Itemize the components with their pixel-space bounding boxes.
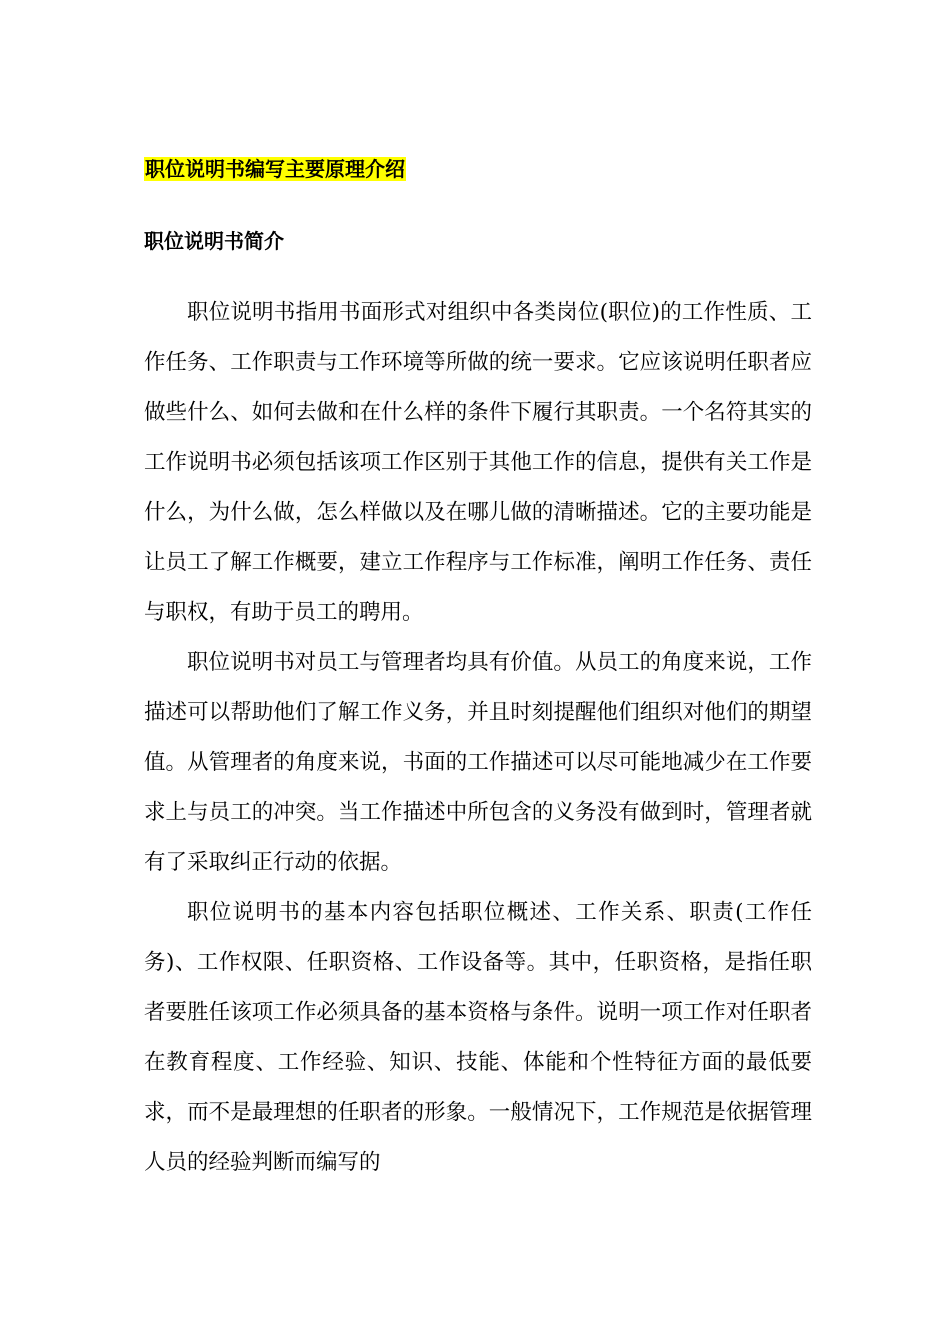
body-text — [144, 288, 812, 1188]
paragraph-2: 职位说明书对员工与管理者均具有价值。从员工的角度来说，工作描述可以帮助他们了解工作义务，并且时刻提醒他们组织对他们的期望值。从管理者的角度来说，书面的工作描述可以尽可能地减少在工作要求上与员工的冲突。当工作描述中所包含的义务没有做到时，管理者就有了采取纠正行动的依据。 — [144, 650, 812, 875]
paragraph-1: 职位说明书指用书面形式对组织中各类岗位(职位)的工作性质、工作任务、工作职责与工作环境等所做的统一要求。它应该说明任职者应做些什么、如何去做和在什么样的条件下履行其职责。一个名符其实的工作说明书必须包括该项工作区别于其他工作的信息，提供有关工作是什么，为什么做，怎么样做以及在哪儿做的清晰描述。它的主要功能是让员工了解工作概要，建立工作程序与工作标准，阐明工作任务、责任与职权，有助于员工的聘用。 — [144, 300, 812, 625]
document-title — [144, 154, 406, 184]
title-highlight: 职位说明书编写主要原理介绍 — [145, 157, 405, 181]
section-heading: 职位说明书简介 — [144, 229, 284, 253]
paragraph-3: 职位说明书的基本内容包括职位概述、工作关系、职责(工作任务)、工作权限、任职资格、工作设备等。其中，任职资格，是指任职者要胜任该项工作必须具备的基本资格与条件。说明一项工作对任职者在教育程度、工作经验、知识、技能、体能和个性特征方面的最低要求，而不是最理想的任职者的形象。一般情况下，工作规范是依据管理人员的经验判断而编写的 — [144, 900, 812, 1175]
